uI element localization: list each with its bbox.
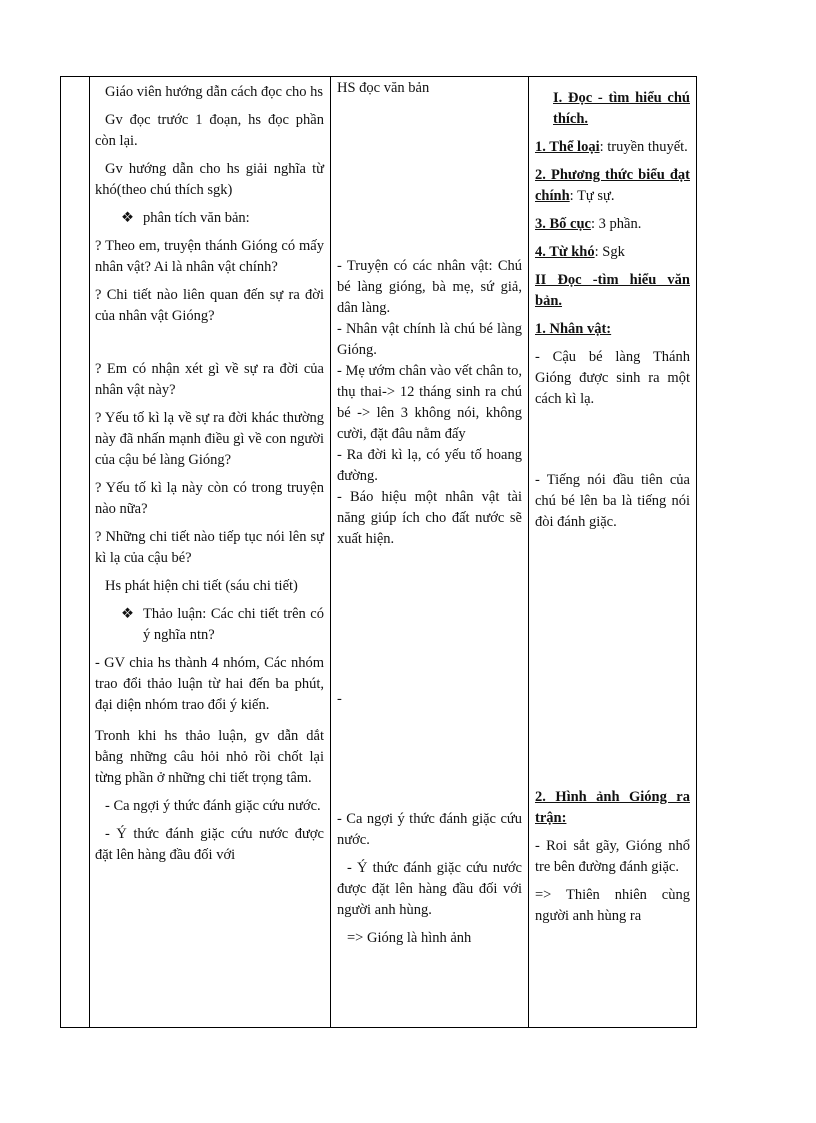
teacher-activity-column bbox=[95, 76, 324, 873]
table-bottom-border bbox=[60, 1027, 697, 1028]
table-right-border bbox=[696, 76, 697, 1028]
teacher-question: ? Yếu tố kì lạ về sự ra đời khác thường này đã nhấn mạnh điều gì về con người của cậu bé làng Gióng? bbox=[95, 410, 324, 468]
student-text: - Ca ngợi ý thức đánh giặc cứu nước. bbox=[337, 811, 522, 848]
teacher-text: Thảo luận: Các chi tiết trên có ý nghĩa ntn? bbox=[143, 606, 324, 643]
teacher-text: - GV chia hs thành 4 nhóm, Các nhóm trao đổi thảo luận từ hai đến ba phút, đại diện nhóm trao đổi ý kiến. bbox=[95, 655, 324, 713]
student-text: HS đọc văn bản bbox=[337, 80, 430, 96]
content-item: 2. Phương thức biểu đạt chính: Tự sự. bbox=[535, 167, 690, 204]
student-text: => Gióng là hình ảnh bbox=[347, 930, 472, 946]
teacher-question: ? Em có nhận xét gì về sự ra đời của nhân vật này? bbox=[95, 361, 324, 398]
section-heading-1: I. Đọc - tìm hiểu chú thích. bbox=[553, 90, 690, 127]
subheading-battle: 2. Hình ảnh Gióng ra trận: bbox=[535, 789, 690, 826]
teacher-text: Gv đọc trước 1 đoạn, hs đọc phần còn lại. bbox=[95, 112, 324, 149]
section-heading-2: II Đọc -tìm hiểu văn bản. bbox=[535, 272, 690, 309]
student-text: - Truyện có các nhân vật: Chú bé làng gióng, bà mẹ, sứ giả, dân làng. bbox=[337, 258, 522, 316]
content-text: - Roi sắt gãy, Gióng nhổ tre bên đường đánh giặc. bbox=[535, 838, 690, 875]
teacher-text: Tronh khi hs thảo luận, gv dẫn dắt bằng những câu hỏi nhỏ rồi chốt lại từng phần ở những chi tiết trọng tâm. bbox=[95, 728, 324, 786]
student-text: - Ra đời kì lạ, có yếu tố hoang đường. bbox=[337, 447, 522, 484]
teacher-text: - Ý thức đánh giặc cứu nước được đặt lên hàng đầu đối với bbox=[95, 826, 324, 863]
student-activity-column bbox=[337, 76, 522, 956]
student-text: - bbox=[337, 691, 342, 707]
content-text: - Cậu bé làng Thánh Gióng được sinh ra một cách kì lạ. bbox=[535, 349, 690, 407]
content-item: 4. Từ khó: Sgk bbox=[535, 244, 625, 260]
bullet-item bbox=[121, 208, 324, 229]
student-text: - Nhân vật chính là chú bé làng Gióng. bbox=[337, 321, 522, 358]
lesson-content-column bbox=[535, 76, 690, 934]
column-divider-3 bbox=[528, 76, 529, 1028]
teacher-question: ? Yếu tố kì lạ này còn có trong truyện nào nữa? bbox=[95, 480, 324, 517]
content-item: 1. Thể loại: truyền thuyết. bbox=[535, 139, 688, 155]
table-left-border bbox=[60, 76, 61, 1028]
teacher-question: ? Chi tiết nào liên quan đến sự ra đời của nhân vật Gióng? bbox=[95, 287, 324, 324]
teacher-text: Hs phát hiện chi tiết (sáu chi tiết) bbox=[105, 578, 298, 594]
teacher-text: Giáo viên hướng dẫn cách đọc cho hs bbox=[105, 84, 324, 100]
diamond-bullet-icon: ❖ bbox=[121, 210, 134, 226]
student-text: - Báo hiệu một nhân vật tài năng giúp ích cho đất nước sẽ xuất hiện. bbox=[337, 489, 522, 547]
content-text: => Thiên nhiên cùng người anh hùng ra bbox=[535, 887, 690, 924]
teacher-question: ? Theo em, truyện thánh Gióng có mấy nhân vật? Ai là nhân vật chính? bbox=[95, 238, 324, 275]
student-text: - Mẹ ướm chân vào vết chân to, thụ thai-> 12 tháng sinh ra chú bé -> lên 3 không nói, không cười, đặt đâu nằm đấy bbox=[337, 363, 522, 442]
content-item: 3. Bố cục: 3 phần. bbox=[535, 216, 642, 232]
bullet-item bbox=[121, 604, 324, 646]
content-text: - Tiếng nói đầu tiên của chú bé lên ba là tiếng nói đòi đánh giặc. bbox=[535, 472, 690, 530]
diamond-bullet-icon: ❖ bbox=[121, 606, 134, 622]
column-divider-1 bbox=[89, 76, 90, 1028]
column-divider-2 bbox=[330, 76, 331, 1028]
teacher-question: ? Những chi tiết nào tiếp tục nói lên sự kì lạ của cậu bé? bbox=[95, 529, 324, 566]
subheading-characters: 1. Nhân vật: bbox=[535, 321, 612, 337]
teacher-text: - Ca ngợi ý thức đánh giặc cứu nước. bbox=[105, 798, 321, 814]
teacher-text: phân tích văn bản: bbox=[143, 210, 250, 226]
teacher-text: Gv hướng dẫn cho hs giải nghĩa từ khó(theo chú thích sgk) bbox=[95, 161, 324, 198]
student-text: - Ý thức đánh giặc cứu nước được đặt lên hàng đầu đối với người anh hùng. bbox=[337, 860, 522, 918]
